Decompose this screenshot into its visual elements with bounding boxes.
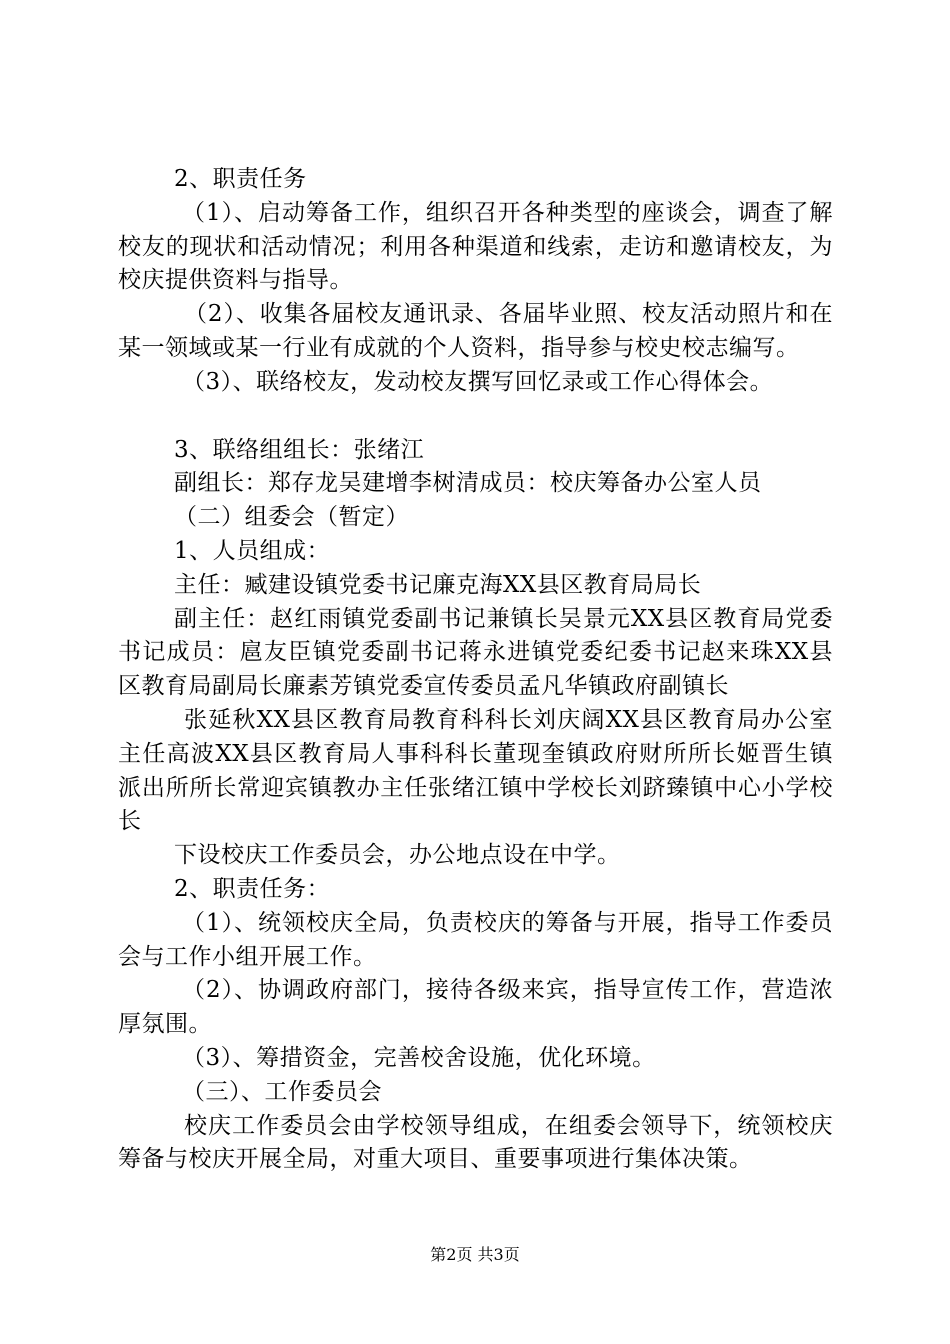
section-heading-work-committee: （三）、工作委员会 (182, 1078, 382, 1105)
paragraph-liaison-leader: 3、联络组组长：张绪江 (174, 436, 425, 463)
paragraph-work-committee-note: 下设校庆工作委员会，办公地点设在中学。 (174, 842, 621, 869)
paragraph-work-committee: 校庆工作委员会由学校领导组成，在组委会领导下，统领校庆筹备与校庆开展全局，对重大项目、重要事项进行集体决策。 (118, 1112, 833, 1173)
section-heading-committee: （二）组委会（暂定） (174, 504, 409, 531)
paragraph-committee-duty-1: （1）、统领校庆全局，负责校庆的筹备与开展，指导工作委员会与工作小组开展工作。 (118, 909, 833, 970)
paragraph-committee-duty-2: （2）、协调政府部门，接待各级来宾，指导宣传工作，营造浓厚氛围。 (118, 977, 833, 1038)
paragraph-duty-3: （3）、联络校友，发动校友撰写回忆录或工作心得体会。 (182, 368, 774, 395)
section-heading-duties-2: 2、职责任务： (174, 875, 331, 902)
paragraph-duty-2: （2）、收集各届校友通讯录、各届毕业照、校友活动照片和在某一领域或某一行业有成就的个人资料，指导参与校史校志编写。 (118, 301, 833, 361)
paragraph-duty-1: （1）、启动筹备工作，组织召开各种类型的座谈会，调查了解校友的现状和活动情况；利用各种渠道和线索，走访和邀请校友，为校庆提供资料与指导。 (118, 199, 833, 294)
section-heading-members: 1、人员组成： (174, 537, 331, 564)
paragraph-deputy-directors: 副主任：赵红雨镇党委副书记兼镇长吴景元XX县区教育局党委书记成员：扈友臣镇党委副书记蒋永进镇党委纪委书记赵来珠XX县区教育局副局长廉素芳镇党委宣传委员孟凡华镇政府副镇长 (118, 605, 833, 700)
paragraph-committee-duty-3: （3）、筹措资金，完善校舍设施，优化环境。 (182, 1044, 656, 1071)
document-body (118, 163, 833, 1177)
paragraph-deputy-leaders: 副组长：郑存龙吴建增李树清成员：校庆筹备办公室人员 (174, 470, 762, 497)
section-heading-duties: 2、职责任务 (174, 166, 307, 192)
page-number-footer: 第2页 共3页 (430, 1245, 520, 1264)
paragraph-director: 主任：臧建设镇党委书记廉克海XX县区教育局局长 (174, 571, 702, 598)
paragraph-gap (118, 400, 833, 434)
paragraph-member-list: 张延秋XX县区教育局教育科科长刘庆阔XX县区教育局办公室主任高波XX县区教育局人事科科长董现奎镇政府财所所长姬晋生镇派出所所长常迎宾镇教办主任张绪江镇中学校长刘跻臻镇中心小学校长 (118, 706, 833, 835)
